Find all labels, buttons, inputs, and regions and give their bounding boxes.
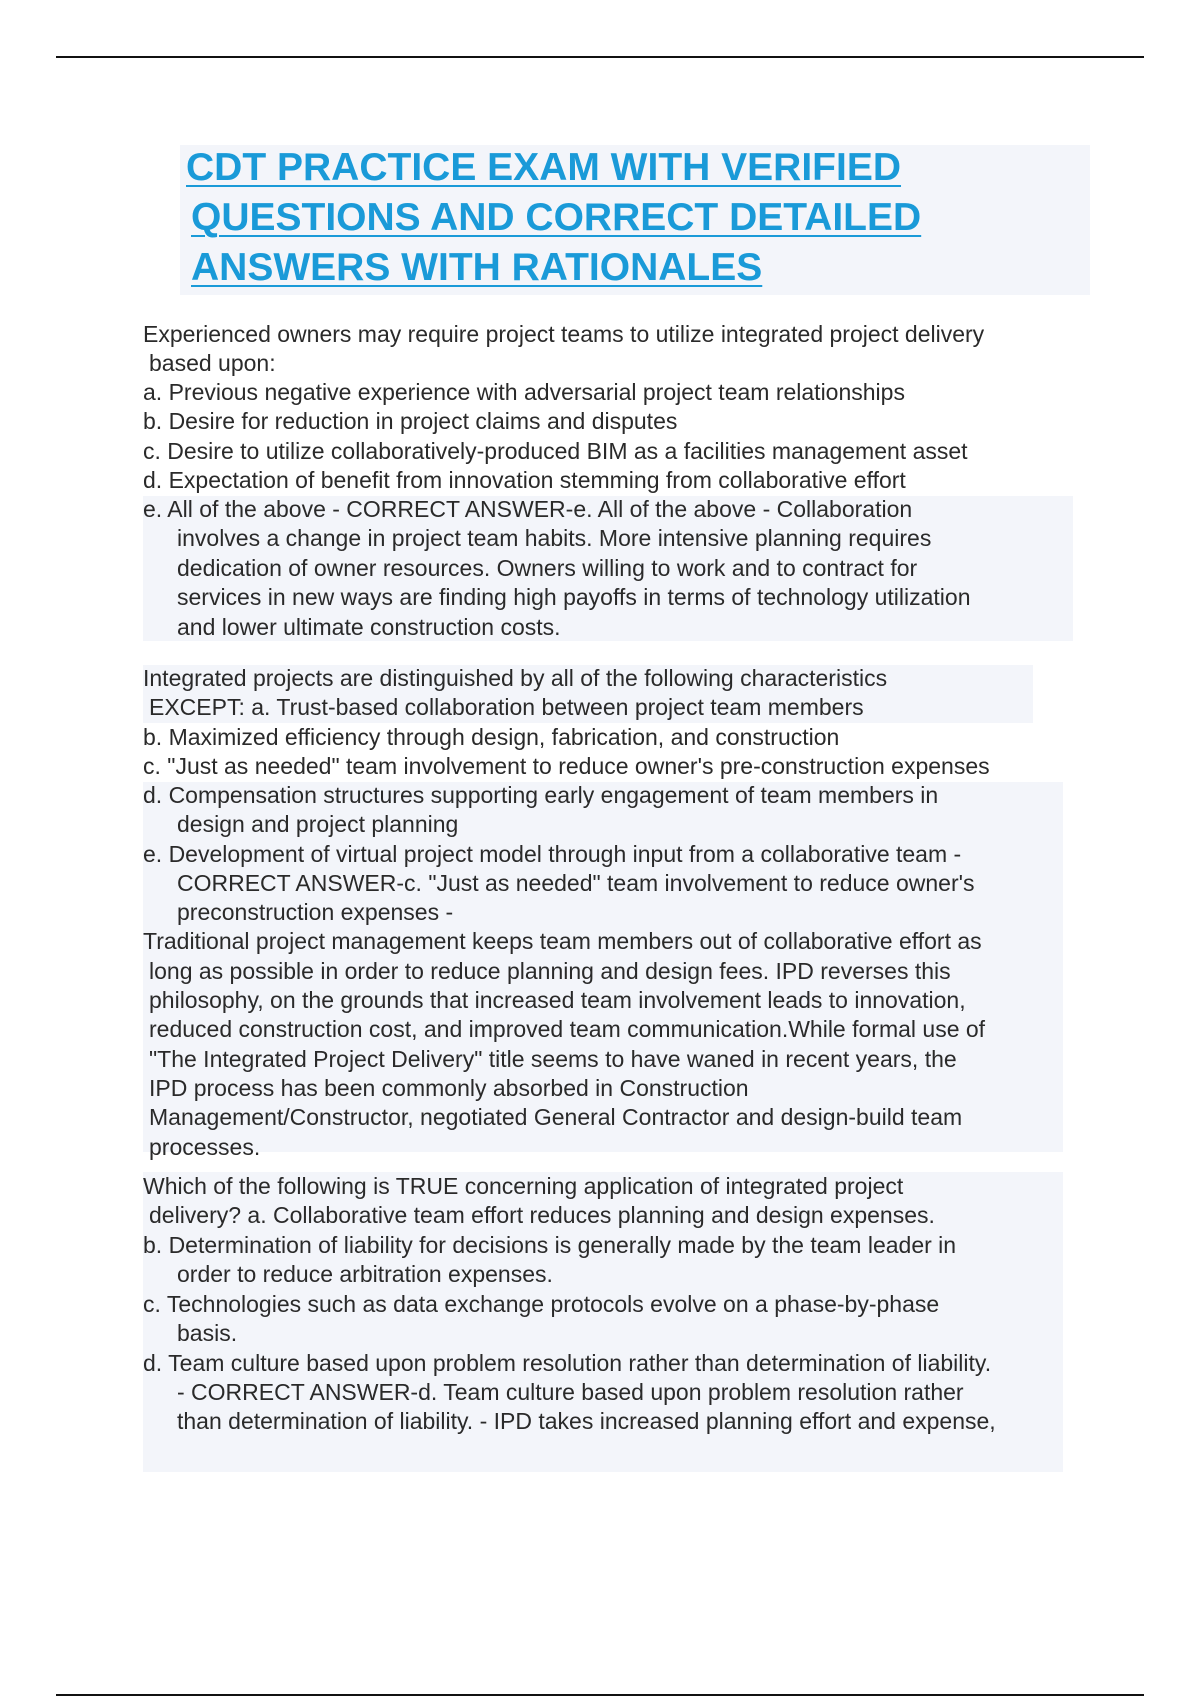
- doc-title-line-2: QUESTIONS AND CORRECT DETAILED: [191, 196, 922, 239]
- q2-stem-line-2: EXCEPT: a. Trust-based collaboration between project team members: [149, 694, 864, 720]
- doc-title-line-3: ANSWERS WITH RATIONALES: [191, 246, 763, 289]
- q2-option-c: c. "Just as needed" team involvement to reduce owner's pre-construction expenses: [143, 753, 990, 779]
- q3-stem-line-1: Which of the following is TRUE concerning application of integrated project: [143, 1173, 904, 1199]
- q2-answer-line-1: CORRECT ANSWER-c. "Just as needed" team involvement to reduce owner's: [177, 870, 975, 896]
- q1-option-a: a. Previous negative experience with adversarial project team relationships: [143, 379, 905, 405]
- q2-rationale-line-3: philosophy, on the grounds that increased team involvement leads to innovation,: [149, 987, 966, 1013]
- top-rule: [56, 56, 1144, 58]
- q1-option-d: d. Expectation of benefit from innovation stemming from collaborative effort: [143, 467, 906, 493]
- q2-rationale-line-5: "The Integrated Project Delivery" title seems to have waned in recent years, the: [149, 1046, 957, 1072]
- q1-rationale-line-1: involves a change in project team habits. More intensive planning requires: [177, 525, 932, 551]
- q3-option-b-line-1: b. Determination of liability for decisions is generally made by the team leader in: [143, 1232, 957, 1258]
- q3-answer-line-1: - CORRECT ANSWER-d. Team culture based upon problem resolution rather: [177, 1379, 964, 1405]
- q3-answer-line-2: than determination of liability. - IPD takes increased planning effort and expense,: [177, 1408, 996, 1434]
- q1-stem-line-2: based upon:: [149, 350, 276, 376]
- q2-option-b: b. Maximized efficiency through design, fabrication, and construction: [143, 724, 840, 750]
- q3-option-c-line-2: basis.: [177, 1320, 238, 1346]
- q1-option-c: c. Desire to utilize collaboratively-produced BIM as a facilities management asset: [143, 438, 968, 464]
- q3-option-d-line-1: d. Team culture based upon problem resolution rather than determination of liability.: [143, 1350, 992, 1376]
- q3-stem-line-2: delivery? a. Collaborative team effort reduces planning and design expenses.: [149, 1202, 935, 1228]
- q2-rationale-line-6: IPD process has been commonly absorbed in Construction: [149, 1075, 749, 1101]
- q1-rationale-line-2: dedication of owner resources. Owners willing to work and to contract for: [177, 555, 918, 581]
- q2-answer-line-2: preconstruction expenses -: [177, 899, 454, 925]
- q2-option-d-line-2: design and project planning: [177, 811, 459, 837]
- bottom-rule: [56, 1694, 1144, 1696]
- q2-option-e-line-1: e. Development of virtual project model through input from a collaborative team -: [143, 841, 962, 867]
- q1-option-e-answer: e. All of the above - CORRECT ANSWER-e. All of the above - Collaboration: [143, 496, 913, 522]
- q2-rationale-line-4: reduced construction cost, and improved team communication.While formal use of: [149, 1016, 986, 1042]
- q2-rationale-line-2: long as possible in order to reduce planning and design fees. IPD reverses this: [149, 958, 951, 984]
- q2-rationale-line-8: processes.: [149, 1134, 261, 1160]
- q1-rationale-line-4: and lower ultimate construction costs.: [177, 614, 561, 640]
- q3-option-c-line-1: c. Technologies such as data exchange protocols evolve on a phase-by-phase: [143, 1291, 940, 1317]
- q1-rationale-line-3: services in new ways are finding high payoffs in terms of technology utilization: [177, 584, 971, 610]
- q2-rationale-line-7: Management/Constructor, negotiated General Contractor and design-build team: [149, 1104, 963, 1130]
- q1-option-b: b. Desire for reduction in project claims and disputes: [143, 408, 678, 434]
- q2-rationale-line-1: Traditional project management keeps team members out of collaborative effort as: [143, 928, 982, 954]
- q2-option-d-line-1: d. Compensation structures supporting early engagement of team members in: [143, 782, 939, 808]
- q3-option-b-line-2: order to reduce arbitration expenses.: [177, 1261, 553, 1287]
- doc-title-line-1: CDT PRACTICE EXAM WITH VERIFIED: [186, 146, 902, 189]
- q2-stem-line-1: Integrated projects are distinguished by all of the following characteristics: [143, 665, 888, 691]
- q1-stem-line-1: Experienced owners may require project teams to utilize integrated project delivery: [143, 321, 985, 347]
